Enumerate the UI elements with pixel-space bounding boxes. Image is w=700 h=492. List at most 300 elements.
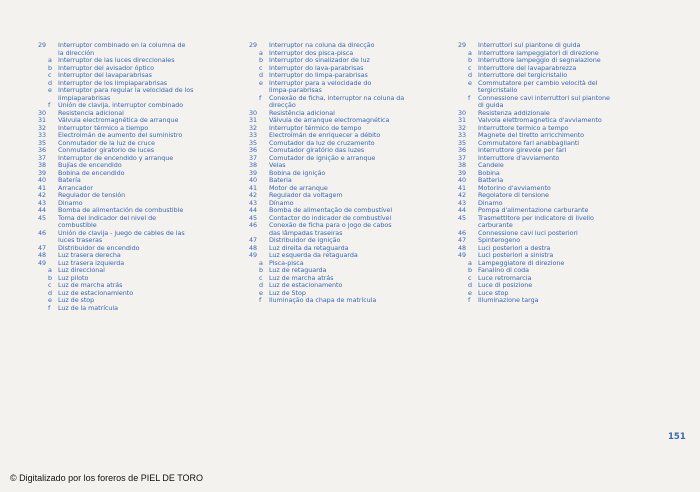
entry-text: Connessione cavi luci posteriori (478, 229, 578, 237)
legend-entry (249, 207, 453, 215)
entry-text: combustible (58, 222, 97, 229)
entry-text: carburante (478, 222, 513, 229)
entry-text: Interruptor do lava-parabrisas (269, 64, 364, 72)
entry-text: Luce di posizione (478, 282, 533, 289)
legend-entry (38, 260, 242, 268)
entry-text: Bomba de alimentação de combustível (269, 207, 393, 214)
entry-text: Interruptor térmico de tempo (269, 124, 362, 132)
entry-text: Distribuidor de ignição (269, 237, 341, 244)
entry-number: 48 (38, 251, 47, 259)
legend-entry (249, 95, 453, 103)
legend-entry (38, 230, 242, 238)
legend-entry (38, 170, 242, 178)
entry-text: di guida (478, 102, 504, 109)
legend-entry (249, 237, 453, 245)
entry-number: 49 (38, 258, 47, 267)
entry-number: c (48, 281, 52, 289)
entry-number: f (259, 93, 262, 102)
entry-text: Luz de marcha atrás (58, 282, 123, 289)
legend-entry (249, 125, 453, 133)
entry-text: Interruptor na coluna da direcção (269, 42, 375, 49)
legend-entry (249, 57, 453, 65)
entry-number: c (259, 273, 263, 282)
entry-number: f (259, 296, 262, 304)
legend-column-portuguese (249, 42, 453, 305)
entry-text: Unión de clavija - juego de cables de las (58, 229, 185, 237)
entry-number: 33 (38, 131, 47, 139)
legend-entry (249, 42, 453, 50)
legend-entry (249, 222, 453, 230)
entry-number: a (48, 266, 52, 274)
entry-text: Dinamo (58, 199, 83, 207)
legend-entry (249, 132, 453, 140)
entry-text: luces traseras (58, 237, 103, 244)
legend-entry (249, 185, 453, 193)
entry-text: Luz de retaguarda (269, 267, 327, 274)
legend-entry (38, 297, 242, 305)
entry-number: 33 (458, 131, 467, 139)
entry-text: Comutador giratório das luzes (269, 147, 365, 154)
entry-number: 38 (38, 161, 47, 169)
entry-text: Resistência adicional (269, 109, 335, 117)
entry-text: Bomba de alimentación de combustible (58, 207, 184, 214)
entry-text: Conmutador de la luz de cruce (58, 139, 155, 147)
legend-entry (38, 72, 242, 80)
entry-number: 42 (249, 191, 258, 199)
entry-number: 42 (458, 191, 467, 199)
entry-number: 48 (249, 243, 258, 252)
legend-entry (249, 260, 453, 268)
entry-number: 32 (249, 123, 258, 132)
legend-entry (249, 275, 453, 283)
legend-entry (249, 80, 453, 88)
entry-number: 40 (38, 176, 47, 184)
legend-entry (458, 57, 664, 65)
entry-number: f (48, 303, 51, 312)
legend-entry (458, 282, 664, 290)
legend-entry (458, 215, 664, 223)
entry-text: Luz de estacionamento (269, 282, 343, 289)
legend-entry (38, 102, 242, 110)
legend-entry (38, 162, 242, 170)
entry-number: 36 (458, 146, 467, 154)
entry-text: Interruptor combinado en la columna de (58, 42, 186, 49)
legend-entry (38, 237, 242, 245)
legend-entry (38, 222, 242, 230)
entry-text: Batteria (478, 177, 504, 184)
legend-entry (458, 275, 664, 283)
entry-number: 46 (458, 228, 467, 237)
entry-text: Arrancador (58, 184, 94, 192)
entry-text: Interruptor do limpa-parabrisas (269, 72, 368, 79)
legend-entry (249, 297, 453, 305)
entry-number: 30 (249, 108, 258, 117)
entry-number: c (468, 273, 472, 282)
entry-text: Regulador da voltagem (269, 192, 343, 199)
legend-entry (458, 192, 664, 200)
entry-text: Magnete del tiretto arricchimento (478, 132, 585, 139)
entry-text: Luz trasera derecha (58, 252, 121, 259)
entry-text: Luci posteriori a destra (478, 244, 551, 252)
entry-number: 39 (38, 168, 47, 177)
entry-text: Luz direccional (58, 267, 105, 274)
entry-number: c (48, 71, 52, 79)
entry-text: Bujías de encendido (58, 162, 122, 169)
entry-number: b (468, 56, 473, 64)
legend-entry (38, 200, 242, 208)
entry-text: das lâmpadas traseiras (269, 229, 343, 237)
legend-entry (38, 42, 242, 50)
entry-number: 39 (458, 168, 467, 177)
entry-number: 46 (38, 228, 47, 237)
entry-text: Interruptor do sinalizador de luz (269, 57, 370, 64)
entry-text: Interruttore termico a tempo (478, 124, 569, 132)
entry-number: 40 (458, 176, 467, 184)
legend-entry (249, 87, 453, 95)
entry-number: e (468, 78, 472, 87)
legend-entry (249, 147, 453, 155)
entry-text: Luz trasera izquierda (58, 259, 125, 267)
legend-entry (38, 140, 242, 148)
legend-entry (249, 110, 453, 118)
entry-text: Comutador de ignição e arranque (269, 154, 376, 162)
legend-entry (458, 207, 664, 215)
legend-entry (458, 200, 664, 208)
legend-entry (458, 170, 664, 178)
legend-entry (249, 252, 453, 260)
entry-text: Motor de arranque (269, 184, 328, 192)
legend-entry (458, 102, 664, 110)
entry-text: Regolatore di tensione (478, 192, 549, 199)
entry-text: Resistencia adicional (58, 109, 124, 117)
legend-entry (249, 290, 453, 298)
entry-number: 47 (249, 236, 258, 244)
legend-entry (249, 50, 453, 58)
entry-number: 36 (249, 146, 258, 154)
legend-entry (38, 245, 242, 253)
entry-text: limpa-parabrisas (269, 87, 322, 94)
entry-text: Interruptor de las luces direccionales (58, 57, 175, 64)
entry-text: Conexão de ficha para o jogo de cabos (269, 222, 392, 229)
legend-entry (38, 87, 242, 95)
entry-number: 43 (458, 198, 467, 207)
entry-number: 29 (249, 41, 258, 49)
legend-entry (249, 65, 453, 73)
legend-entry (38, 282, 242, 290)
entry-text: Pisca-pisca (269, 259, 304, 267)
entry-text: Electroimán de aumento del suministro (58, 132, 183, 139)
entry-text: Regulador de tensión (58, 192, 126, 199)
legend-entry (38, 80, 242, 88)
legend-entry (38, 185, 242, 193)
entry-text: Luz piloto (58, 274, 89, 282)
legend-entry (458, 117, 664, 125)
entry-number: 43 (38, 198, 47, 207)
entry-text: Interruttore lampeggio di segnalazione (478, 57, 601, 64)
legend-entry (249, 72, 453, 80)
entry-number: 37 (38, 153, 47, 162)
entry-number: e (48, 86, 52, 94)
entry-number: a (259, 258, 263, 267)
entry-number: 30 (458, 108, 467, 117)
entry-text: Bobina (478, 169, 500, 177)
legend-entry (249, 200, 453, 208)
legend-entry (458, 290, 664, 298)
entry-number: 31 (249, 116, 258, 124)
entry-text: Interruttori sul piantone di guida (478, 42, 581, 49)
entry-number: 45 (458, 213, 467, 222)
entry-number: 35 (458, 138, 467, 147)
entry-text: Interruptor del avisador óptico (58, 64, 154, 72)
entry-number: d (48, 288, 53, 297)
entry-number: 49 (458, 251, 467, 259)
legend-entry (38, 215, 242, 223)
legend-entry (458, 125, 664, 133)
legend-entry (38, 267, 242, 275)
legend-entry (38, 207, 242, 215)
entry-text: Interruttore girevole per fari (478, 147, 567, 154)
entry-number: 44 (249, 206, 258, 214)
entry-text: Contactor do indicador de combustível (269, 214, 392, 222)
entry-number: f (468, 296, 471, 304)
entry-text: Valvola elettromagnetica d'avviamento (478, 117, 602, 124)
entry-number: 35 (249, 138, 258, 147)
entry-number: 37 (458, 153, 467, 162)
legend-entry (249, 192, 453, 200)
legend-entry (38, 252, 242, 260)
legend-entry (458, 222, 664, 230)
entry-text: Luz de marcha atrás (269, 274, 334, 282)
entry-text: Luce retromarcia (478, 274, 532, 282)
entry-text: Interruttore d'avviamento (478, 154, 560, 162)
entry-number: 30 (38, 108, 47, 117)
entry-number: b (259, 56, 264, 64)
entry-number: 48 (458, 243, 467, 252)
legend-entry (249, 245, 453, 253)
entry-number: b (48, 273, 53, 282)
entry-text: Iluminação da chapa de matrícula (269, 297, 377, 304)
legend-entry (249, 282, 453, 290)
entry-number: a (259, 48, 263, 57)
legend-entry (249, 102, 453, 110)
legend-entry (458, 237, 664, 245)
legend-entry (458, 252, 664, 260)
entry-number: 37 (249, 153, 258, 162)
entry-number: 32 (458, 123, 467, 132)
legend-entry (458, 95, 664, 103)
legend-entry (458, 50, 664, 58)
entry-text: Resistenza addizionale (478, 109, 550, 117)
legend-entry (249, 170, 453, 178)
legend-entry (38, 147, 242, 155)
entry-number: e (259, 78, 263, 87)
entry-text: Dínamo (269, 199, 294, 207)
entry-number: b (48, 63, 53, 72)
entry-text: Distribuidor de encendido (58, 244, 140, 252)
legend-entry (249, 140, 453, 148)
entry-number: d (468, 281, 473, 289)
entry-number: 38 (458, 161, 467, 169)
legend-entry (249, 177, 453, 185)
entry-number: c (259, 63, 263, 72)
legend-entry (38, 305, 242, 313)
entry-text: Interruttore lampeggiatori di direzione (478, 49, 599, 57)
legend-entry (38, 117, 242, 125)
entry-text: Bateria (269, 177, 292, 184)
entry-number: 43 (249, 198, 258, 207)
entry-text: Connessione cavi interruttori sul piantone (478, 94, 610, 102)
entry-text: la dirección (58, 49, 95, 57)
legend-entry (458, 162, 664, 170)
entry-text: Interruptor dos pisca-pisca (269, 49, 354, 57)
entry-text: direcção (269, 102, 296, 109)
entry-number: 35 (38, 138, 47, 147)
entry-number: f (468, 93, 471, 102)
entry-number: b (468, 266, 473, 274)
legend-entry (458, 65, 664, 73)
entry-text: Interruptor de encendido y arranque (58, 154, 174, 162)
entry-text: Pompa d'alimentazione carburante (478, 207, 589, 214)
entry-text: Bobina de ignição (269, 169, 326, 177)
legend-entry (458, 140, 664, 148)
entry-text: Dinamo (478, 199, 503, 207)
entry-number: c (468, 63, 472, 72)
legend-entry (249, 267, 453, 275)
entry-number: f (48, 101, 51, 109)
legend-entry (38, 290, 242, 298)
entry-number: d (468, 71, 473, 79)
entry-text: Conmutador giratorio de luces (58, 147, 155, 154)
entry-number: a (48, 56, 52, 64)
entry-text: Fanalino di coda (478, 267, 529, 274)
entry-number: d (259, 71, 264, 79)
legend-entry (38, 95, 242, 103)
entry-text: Electroímán de enriquecer a débito (269, 132, 381, 139)
entry-number: 47 (458, 236, 467, 244)
legend-entry (458, 132, 664, 140)
legend-entry (38, 177, 242, 185)
entry-text: Interruttore del tergicristallo (478, 72, 568, 79)
legend-entry (458, 177, 664, 185)
legend-entry (38, 275, 242, 283)
entry-number: 44 (458, 206, 467, 214)
entry-text: Interruptor para a velocidade do (269, 79, 372, 87)
legend-entry (458, 267, 664, 275)
legend-entry (458, 230, 664, 238)
entry-number: 29 (38, 41, 47, 49)
entry-number: e (468, 288, 472, 297)
entry-text: Commutatore fari anabbaglianti (478, 139, 580, 147)
entry-text: Toma del indicador del nivel de (58, 214, 156, 222)
legend-entry (458, 110, 664, 118)
entry-text: Luz de estacionamiento (58, 289, 134, 297)
legend-entry (458, 42, 664, 50)
entry-text: Luz de stop (58, 297, 95, 304)
legend-entry (249, 117, 453, 125)
entry-number: e (259, 288, 263, 297)
entry-text: Interruptor térmico a tiempo (58, 124, 149, 132)
legend-entry (458, 72, 664, 80)
entry-text: Trasmettitore per indicatore di livello (478, 214, 594, 222)
legend-entry (458, 155, 664, 163)
legend-entry (38, 132, 242, 140)
entry-number: 42 (38, 191, 47, 199)
entry-text: Luz de la matrícula (58, 304, 118, 312)
entry-number: 41 (38, 183, 47, 192)
entry-number: 39 (249, 168, 258, 177)
entry-text: Batería (58, 177, 81, 184)
entry-text: Velas (269, 162, 286, 169)
legend-entry (249, 155, 453, 163)
legend-entry (38, 155, 242, 163)
entry-number: 41 (249, 183, 258, 192)
legend-entry (458, 245, 664, 253)
entry-number: 38 (249, 161, 258, 169)
entry-text: Motorino d'avviamento (478, 184, 551, 192)
entry-number: 31 (458, 116, 467, 124)
entry-text: Interruptor del lavaparabrisas (58, 72, 152, 79)
legend-entry (38, 110, 242, 118)
page-number: 151 (668, 432, 686, 442)
legend-entry (38, 50, 242, 58)
entry-text: Spinterogeno (478, 237, 521, 244)
entry-number: d (259, 281, 264, 289)
entry-text: Válvula electromagnética de arranque (58, 117, 179, 124)
entry-text: Candele (478, 162, 504, 169)
entry-number: d (48, 78, 53, 87)
entry-number: 36 (38, 146, 47, 154)
entry-text: Comutador da luz de cruzamento (269, 139, 375, 147)
legend-entry (249, 162, 453, 170)
entry-number: 46 (249, 221, 258, 229)
entry-text: Válvula de arranque electromagnética (269, 117, 390, 124)
legend-entry (458, 80, 664, 88)
entry-text: limpiaparabrisas (58, 94, 111, 102)
legend-column-spanish (38, 42, 242, 312)
entry-text: Interruptor para regular la velocidad de los (58, 87, 194, 94)
scan-credit: © Digitalizado por los foreros de PIEL DE TORO (10, 473, 204, 483)
entry-number: 40 (249, 176, 258, 184)
legend-entry (38, 192, 242, 200)
legend-entry (38, 57, 242, 65)
entry-number: 44 (38, 206, 47, 214)
legend-entry (249, 230, 453, 238)
legend-entry (458, 297, 664, 305)
entry-number: 29 (458, 41, 467, 49)
entry-number: 45 (38, 213, 47, 222)
legend-entry (458, 147, 664, 155)
entry-text: Conexão de ficha, interruptor na coluna da (269, 94, 405, 102)
entry-number: b (259, 266, 264, 274)
entry-number: a (468, 48, 472, 57)
legend-entry (458, 185, 664, 193)
entry-number: a (468, 258, 472, 267)
entry-text: tergicristallo (478, 87, 518, 94)
entry-text: Interruptor de los limpiaparabrisas (58, 79, 168, 87)
entry-text: Luz de Stop (269, 289, 306, 297)
entry-text: Unión de clavija, interruptor combinado (58, 102, 184, 109)
legend-entry (38, 65, 242, 73)
entry-text: Interruttore del lavaparabrezza (478, 64, 577, 72)
entry-number: e (48, 296, 52, 304)
entry-text: Luce stop (478, 289, 509, 297)
legend-column-italian (458, 42, 664, 305)
legend-entry (38, 125, 242, 133)
entry-number: 33 (249, 131, 258, 139)
entry-number: 49 (249, 251, 258, 259)
entry-text: Luz esquerda da retaguarda (269, 252, 358, 259)
legend-entry (458, 260, 664, 268)
